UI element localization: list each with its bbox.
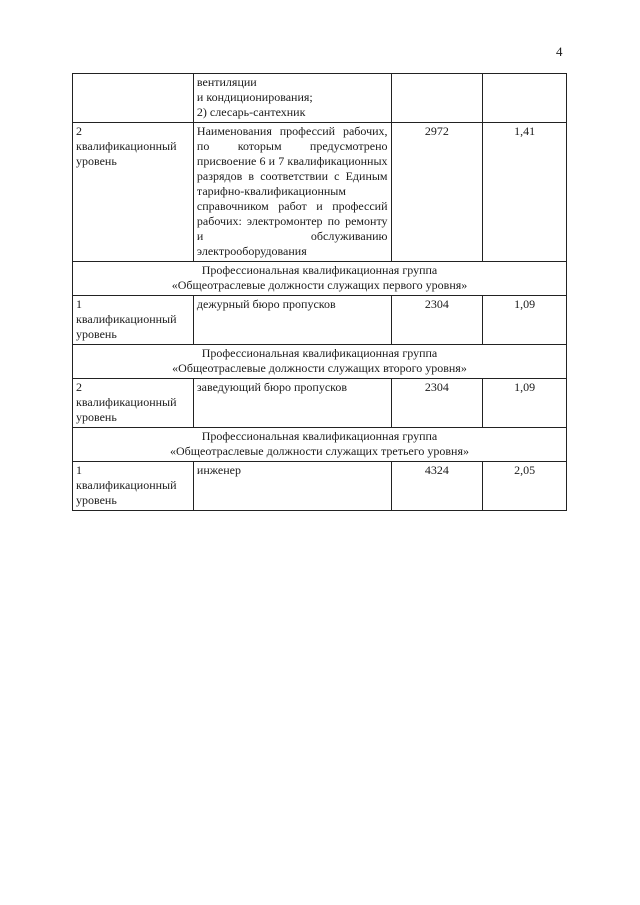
- salary-cell: 2304: [391, 379, 483, 428]
- coefficient-cell: 1,09: [483, 379, 567, 428]
- level-number: 2: [76, 380, 82, 394]
- level-word: квалификационный: [76, 139, 177, 153]
- position-name-cell: заведующий бюро пропусков: [193, 379, 391, 428]
- level-cell: [73, 296, 194, 345]
- salary-cell: [391, 74, 483, 123]
- level-word: уровень: [76, 327, 117, 341]
- level-word: квалификационный: [76, 395, 177, 409]
- table-row: [73, 296, 567, 345]
- level-cell: [73, 462, 194, 511]
- level-cell: [73, 123, 194, 262]
- group-subtitle: «Общеотраслевые должности служащих второго уровня»: [172, 361, 467, 375]
- salary-cell: 2972: [391, 123, 483, 262]
- level-word: уровень: [76, 410, 117, 424]
- coefficient-cell: 2,05: [483, 462, 567, 511]
- position-name-cell: Наименования профессий рабочих, по которым предусмотрено присвоение 6 и 7 квалификационных разрядов в соответствии с Единым тарифно-квалификационным справочником работ и профессий рабочих: электромонтер по ремонту и обслуживанию электрооборудования: [193, 123, 391, 262]
- coefficient-cell: [483, 74, 567, 123]
- group-title: Профессиональная квалификационная группа: [201, 346, 438, 360]
- salary-table: [72, 73, 567, 511]
- table-row-continuation: [73, 74, 567, 123]
- salary-cell: 2304: [391, 296, 483, 345]
- level-word: квалификационный: [76, 478, 177, 492]
- group-header-row: [73, 345, 567, 379]
- position-name-line: вентиляции: [196, 75, 257, 89]
- group-header-row: [73, 262, 567, 296]
- position-name-cell: инженер: [193, 462, 391, 511]
- level-word: квалификационный: [76, 312, 177, 326]
- group-header: [73, 428, 567, 462]
- group-subtitle: «Общеотраслевые должности служащих третьего уровня»: [170, 444, 469, 458]
- group-title: Профессиональная квалификационная группа: [201, 263, 438, 277]
- position-name-line: и кондиционирования;: [196, 90, 313, 104]
- level-word: уровень: [76, 493, 117, 507]
- level-cell: [73, 74, 194, 123]
- coefficient-cell: 1,41: [483, 123, 567, 262]
- level-number: 2: [76, 124, 82, 138]
- page-number: 4: [556, 44, 563, 59]
- position-name-cell: дежурный бюро пропусков: [193, 296, 391, 345]
- table-row: [73, 462, 567, 511]
- group-header: [73, 262, 567, 296]
- group-title: Профессиональная квалификационная группа: [201, 429, 438, 443]
- level-number: 1: [76, 463, 82, 477]
- table-row: [73, 123, 567, 262]
- group-subtitle: «Общеотраслевые должности служащих первого уровня»: [171, 278, 468, 292]
- coefficient-cell: 1,09: [483, 296, 567, 345]
- level-cell: [73, 379, 194, 428]
- level-word: уровень: [76, 154, 117, 168]
- position-name-cell: [193, 74, 391, 123]
- group-header-row: [73, 428, 567, 462]
- table-row: [73, 379, 567, 428]
- salary-cell: 4324: [391, 462, 483, 511]
- level-number: 1: [76, 297, 82, 311]
- group-header: [73, 345, 567, 379]
- position-name-line: 2) слесарь-сантехник: [196, 105, 306, 119]
